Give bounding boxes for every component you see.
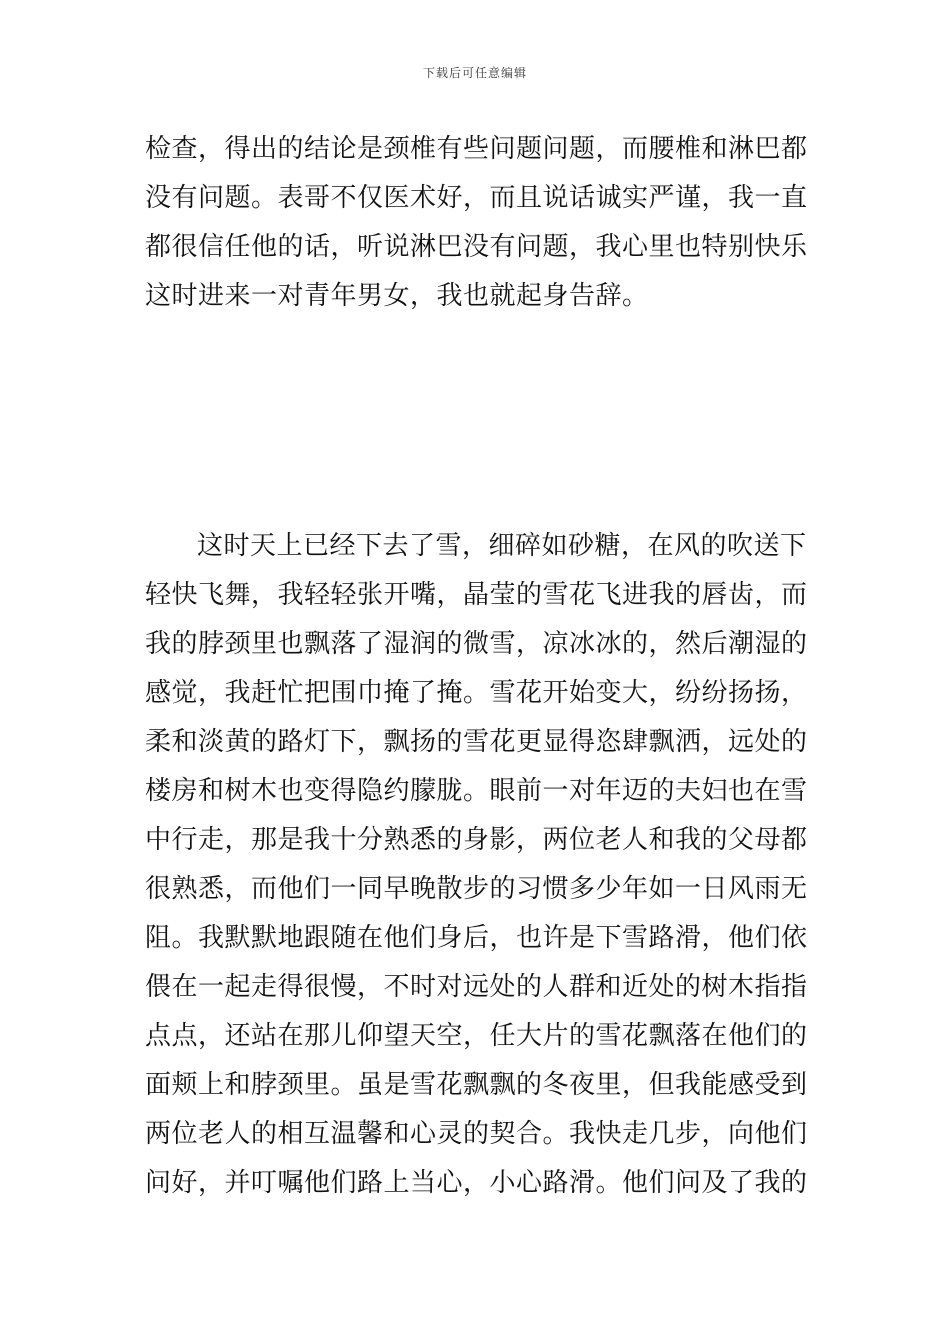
paragraph-line: 没有问题。表哥不仅医术好，而且说话诚实严谨，我一直 (145, 183, 808, 213)
paragraph-line: 感觉，我赶忙把围巾掩了掩。雪花开始变大，纷纷扬扬， (145, 678, 808, 708)
paragraph-2 (145, 522, 810, 1208)
paragraph-line: 轻快飞舞，我轻轻张开嘴，晶莹的雪花飞进我的唇齿，而 (145, 580, 808, 610)
paragraph-line: 问好，并叮嘱他们路上当心，小心路滑。他们问及了我的 (145, 1168, 808, 1198)
paragraph-line: 点点，还站在那儿仰望天空，任大片的雪花飘落在他们的 (145, 1021, 808, 1051)
paragraph-line: 阻。我默默地跟随在他们身后，也许是下雪路滑，他们依 (145, 923, 808, 953)
paragraph-line: 我的脖颈里也飘落了湿润的微雪，凉冰冰的，然后潮湿的 (145, 629, 808, 659)
paragraph-1 (145, 125, 810, 321)
paragraph-line: 都很信任他的话，听说淋巴没有问题，我心里也特别快乐 (145, 232, 808, 262)
paragraph-line: 柔和淡黄的路灯下，飘扬的雪花更显得恣肆飘洒，远处的 (145, 727, 808, 757)
paragraph-line: 楼房和树木也变得隐约朦胧。眼前一对年迈的夫妇也在雪 (145, 776, 808, 806)
paragraph-first-line: 这时天上已经下去了雪，细碎如砂糖，在风的吹送下 (197, 531, 807, 561)
paragraph-line: 很熟悉，而他们一同早晚散步的习惯多少年如一日风雨无 (145, 874, 808, 904)
paragraph-line: 中行走，那是我十分熟悉的身影，两位老人和我的父母都 (145, 825, 808, 855)
paragraph-line: 这时进来一对青年男女，我也就起身告辞。 (145, 281, 649, 311)
header-note: 下载后可任意编辑 (422, 66, 527, 80)
paragraph-line: 偎在一起走得很慢，不时对远处的人群和近处的树木指指 (145, 972, 808, 1002)
paragraph-line: 面颊上和脖颈里。虽是雪花飘飘的冬夜里，但我能感受到 (145, 1070, 808, 1100)
paragraph-line: 两位老人的相互温馨和心灵的契合。我快走几步，向他们 (145, 1119, 808, 1149)
paragraph-line: 检查，得出的结论是颈椎有些问题问题，而腰椎和淋巴都 (145, 134, 808, 164)
